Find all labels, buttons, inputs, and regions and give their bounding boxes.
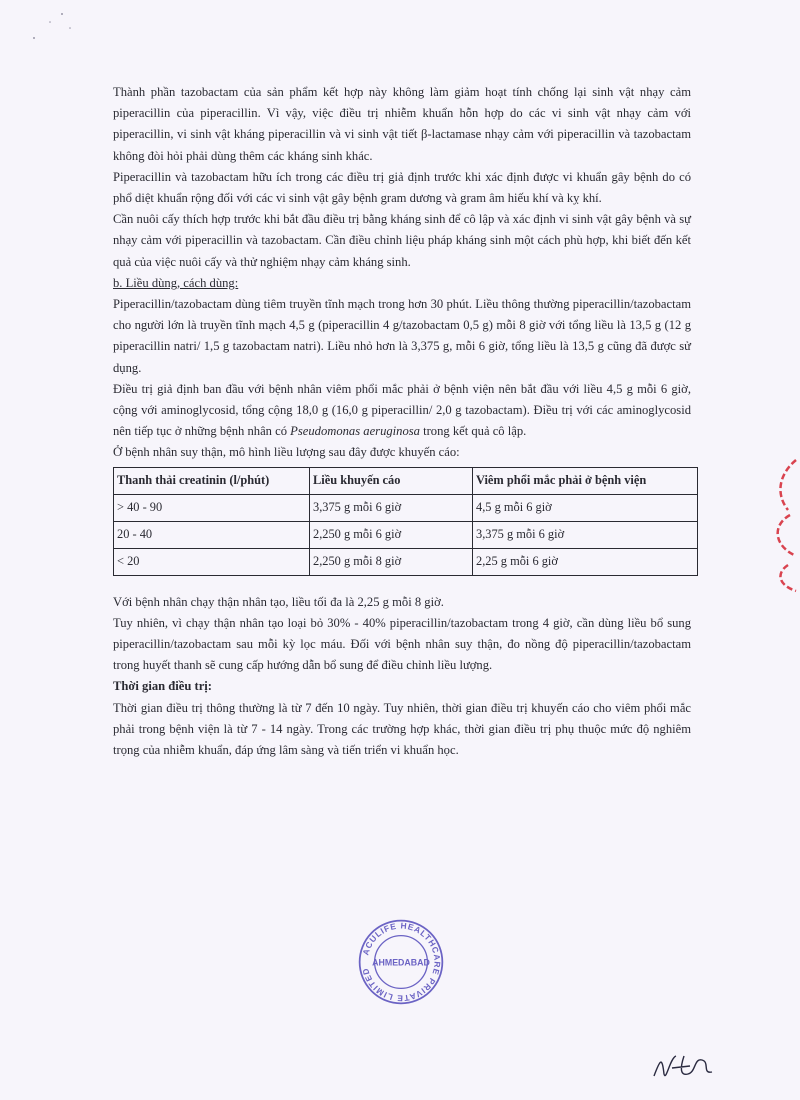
paragraph-dialysis-supplement: Tuy nhiên, vì chạy thận nhân tạo loại bỏ 30% - 40% piperacillin/tazobactam trong 4 giờ, cần dùng liều bổ sung piperacillin/tazobactam sau mỗi kỳ lọc máu. Đối với bệnh nhân suy thận, đo nồng độ piperacillin/tazobactam trong huyết thanh sẽ cung cấp hướng dẫn bổ sung để điều chỉnh liều lượng. <box>113 615 691 673</box>
table-row <box>114 548 698 575</box>
table-header-row <box>114 467 698 494</box>
company-stamp <box>357 918 445 1006</box>
pneumonia-text: Điều trị giả định ban đầu với bệnh nhân viêm phổi mắc phải ở bệnh viện nên bắt đầu với liều 4,5 g mỗi 6 giờ, cộng với aminoglycosid, tổng cộng 18,0 g (16,0 g piperacillin/ 2,0 g tazobactam). Điều trị với các aminoglycosid nên tiếp tục ở những bệnh nhân có <box>113 381 691 439</box>
paragraph-dosage-adult: Piperacillin/tazobactam dùng tiêm truyền tĩnh mạch trong hơn 30 phút. Liều thông thường piperacillin/tazobactam cho người lớn là truyền tĩnh mạch 4,5 g (piperacillin 4 g/tazobactam 0,5 g) mỗi 8 giờ với tổng liều là 13,5 g (12 g piperacillin natri/ 1,5 g tazobactam natri). Liều nhỏ hơn là 3,375 g, mỗi 6 giờ, tổng liều là 13,5 g cũng đã được sử dụng. <box>113 297 691 375</box>
table-cell: 4,5 g mỗi 6 giờ <box>473 494 698 521</box>
paragraph-pneumonia <box>113 379 691 443</box>
table-header-pneumonia: Viêm phổi mắc phải ở bệnh viện <box>473 467 698 494</box>
section-b-heading: b. Liều dùng, cách dùng: <box>113 275 239 290</box>
scan-specks <box>20 8 80 48</box>
table-row <box>114 494 698 521</box>
table-cell: 2,250 g mỗi 8 giờ <box>310 548 473 575</box>
pseudomonas-italic: Pseudomonas aeruginosa <box>290 424 420 439</box>
paragraph-tazobactam-activity: Thành phần tazobactam của sản phẩm kết hợp này không làm giảm hoạt tính chống lại sinh vật nhạy cảm piperacillin của piperacillin. Vì vậy, việc điều trị nhiễm khuẩn hỗn hợp do các vi sinh vật nhạy cảm với piperacillin, vi sinh vật kháng piperacillin và vi sinh vật tiết β-lactamase nhạy cảm với piperacillin và tazobactam không đòi hỏi phải dùng thêm các kháng sinh khác. <box>113 85 691 163</box>
paragraph-culture: Cần nuôi cấy thích hợp trước khi bắt đầu điều trị bằng kháng sinh để cô lập và xác định vi sinh vật gây bệnh và sự nhạy cảm với piperacillin và tazobactam. Cần điều chỉnh liệu pháp kháng sinh một cách phù hợp, khi biết đến kết quả của việc nuôi cấy và thử nghiệm nhạy cảm kháng sinh. <box>113 212 691 269</box>
renal-dosage-table <box>113 467 698 576</box>
table-cell: < 20 <box>114 548 310 575</box>
table-header-creatinine: Thanh thải creatinin (l/phút) <box>114 467 310 494</box>
table-cell: 20 - 40 <box>114 521 310 548</box>
edge-stamp-fragment <box>758 455 798 595</box>
document-body <box>113 82 691 761</box>
paragraph-dialysis-max: Với bệnh nhân chạy thận nhân tạo, liều tối đa là 2,25 g mỗi 8 giờ. <box>113 594 444 609</box>
pseudomonas-tail: trong kết quả cô lập. <box>419 424 527 439</box>
stamp-outer-text: ACULIFE HEALTHCARE PRIVATE LIMITED <box>360 920 443 1004</box>
paragraph-empirical-therapy: Piperacillin và tazobactam hữu ích trong các điều trị giả định trước khi xác định được vi khuẩn gây bệnh do có phổ diệt khuẩn rộng đối với các vi sinh vật gây bệnh gram dương và gram âm hiếu khí và kỵ khí. <box>113 169 691 206</box>
table-cell: 3,375 g mỗi 6 giờ <box>473 521 698 548</box>
table-header-recommended: Liều khuyến cáo <box>310 467 473 494</box>
table-row <box>114 521 698 548</box>
duration-text: Thời gian điều trị thông thường là từ 7 đến 10 ngày. Tuy nhiên, thời gian điều trị khuyến cáo cho viêm phổi mắc phải trong bệnh viện là từ 7 - 14 ngày. Trong các trường hợp khác, thời gian điều trị phụ thuộc mức độ nghiêm trọng của nhiễm khuẩn, đáp ứng lâm sàng và tiến triển vi khuẩn học. <box>113 700 691 758</box>
stamp-inner-text: AHMEDABAD <box>372 957 430 968</box>
table-cell: 2,250 g mỗi 6 giờ <box>310 521 473 548</box>
table-cell: 2,25 g mỗi 6 giờ <box>473 548 698 575</box>
table-cell: 3,375 g mỗi 6 giờ <box>310 494 473 521</box>
signature <box>650 1048 720 1084</box>
duration-heading: Thời gian điều trị: <box>113 679 212 694</box>
renal-intro: Ở bệnh nhân suy thận, mô hình liều lượng sau đây được khuyến cáo: <box>113 445 460 460</box>
table-cell: > 40 - 90 <box>114 494 310 521</box>
